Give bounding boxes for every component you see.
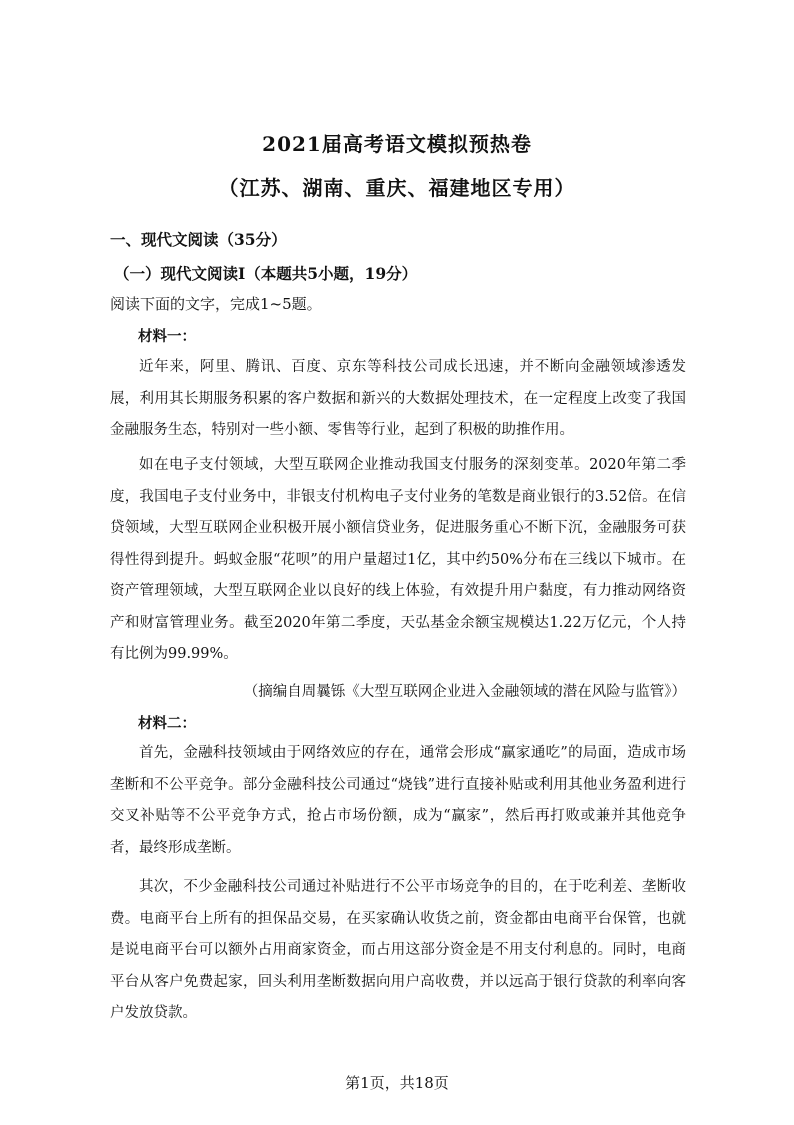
exam-title: 2021届高考语文模拟预热卷 (262, 132, 532, 156)
page-footer: 第1页，共18页 (345, 1074, 449, 1092)
material-two-paragraph: 其次，不少金融科技公司通过补贴进行不公平市场竞争的目的，在于吃利差、垄断收费。电商平台上所有的担保品交易，在买家确认收货之前，资金都由电商平台保管，也就是说电商平台可以额外占用商家资金，而占用这部分资金是不用支付利息的。同时，电商平台从客户免费起家，回头利用垄断数据向用户高收费，并以远高于银行贷款的利率向客户发放贷款。 (110, 879, 686, 1021)
sub-section-heading: （一）现代文阅读Ⅰ（本题共5小题，19分） (114, 264, 418, 283)
reading-instruction: 阅读下面的文字，完成1~5题。 (110, 295, 322, 313)
material-two-paragraph: 首先，金融科技领域由于网络效应的存在，通常会形成“赢家通吃”的局面，造成市场垄断和不公平竞争。部分金融科技公司通过“烧钱”进行直接补贴或利用其他业务盈利进行交叉补贴等不公平竞争方式，抢占市场份额，成为“赢家”，然后再打败或兼并其他竞争者，最终形成垄断。 (110, 745, 686, 856)
exam-subtitle: （江苏、湖南、重庆、福建地区专用） (218, 176, 576, 200)
material-one-label: 材料一： (138, 328, 196, 345)
material-one-paragraph: 近年来，阿里、腾讯、百度、京东等科技公司成长迅速，并不断向金融领域渗透发展，利用其长期服务积累的客户数据和新兴的大数据处理技术，在一定程度上改变了我国金融服务生态，特别对一些小额、零售等行业，起到了积极的助推作用。 (110, 359, 686, 438)
material-one-paragraph: 如在电子支付领域，大型互联网企业推动我国支付服务的深刻变革。2020年第二季度，我国电子支付业务中，非银支付机构电子支付业务的笔数是商业银行的3.52倍。在信贷领域，大型互联网企业积极开展小额信贷业务，促进服务重心不断下沉，金融服务可获得性得到提升。蚂蚁金服“花呗”的用户量超过1亿，其中约50%分布在三线以下城市。在资产管理领域，大型互联网企业以良好的线上体验，有效提升用户黏度，有力推动网络资产和财富管理业务。截至2020年第二季度，天弘基金余额宝规模达1.22万亿元，个人持有比例为99.99%。 (110, 457, 686, 662)
section-heading: 一、现代文阅读（35分） (110, 230, 287, 249)
material-two-label: 材料二： (138, 715, 196, 732)
material-one-source: （摘编自周曩铄《大型互联网企业进入金融领域的潜在风险与监管》） (243, 684, 686, 700)
